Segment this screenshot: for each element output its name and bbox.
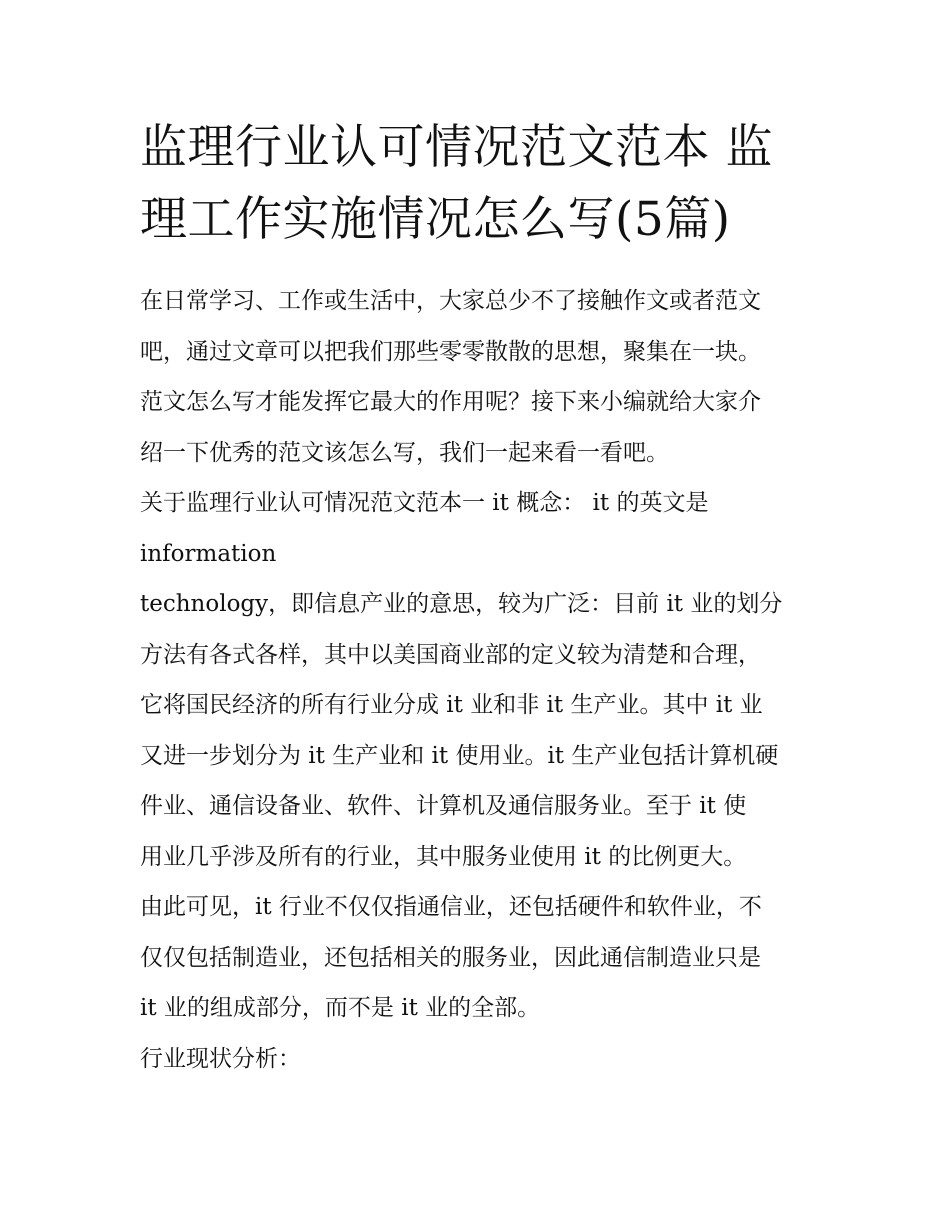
document-title bbox=[140, 112, 830, 256]
text-line: information bbox=[140, 540, 277, 567]
section-heading: 行业现状分析： bbox=[140, 1045, 301, 1072]
text-line: 关于监理行业认可情况范文范本一 it 概念： it 的英文是 bbox=[140, 490, 709, 516]
text-line: 方法有各式各样，其中以美国商业部的定义较为清楚和合理， bbox=[140, 641, 761, 668]
text-line: 绍一下优秀的范文该怎么写，我们一起来看一看吧。 bbox=[140, 439, 669, 466]
text-line: 仅仅包括制造业，还包括相关的服务业，因此通信制造业只是 bbox=[140, 944, 761, 971]
text-line: 又进一步划分为 it 生产业和 it 使用业。it 生产业包括计算机硬 bbox=[140, 742, 779, 769]
text-line: 由此可见，it 行业不仅仅指通信业，还包括硬件和软件业，不 bbox=[140, 894, 762, 920]
text-line: it 业的组成部分，而不是 it 业的全部。 bbox=[140, 995, 541, 1021]
title-line-2: 理工作实施情况怎么写(5篇) bbox=[140, 192, 731, 247]
text-line: 吧，通过文章可以把我们那些零零散散的思想，聚集在一块。 bbox=[140, 338, 761, 365]
title-line-1: 监理行业认可情况范文范本 监 bbox=[140, 120, 773, 175]
text-line: 范文怎么写才能发挥它最大的作用呢？接下来小编就给大家介 bbox=[140, 389, 761, 415]
text-line: 它将国民经济的所有行业分成 it 业和非 it 生产业。其中 it 业 bbox=[140, 692, 763, 718]
text-line: 在日常学习、工作或生活中，大家总少不了接触作文或者范文 bbox=[140, 288, 761, 314]
text-line: 件业、通信设备业、软件、计算机及通信服务业。至于 it 使 bbox=[140, 793, 747, 819]
document-body bbox=[140, 276, 820, 1084]
text-line: technology，即信息产业的意思，较为广泛：目前 it 业的划分 bbox=[140, 591, 783, 617]
text-line: 用业几乎涉及所有的行业，其中服务业使用 it 的比例更大。 bbox=[140, 843, 747, 870]
